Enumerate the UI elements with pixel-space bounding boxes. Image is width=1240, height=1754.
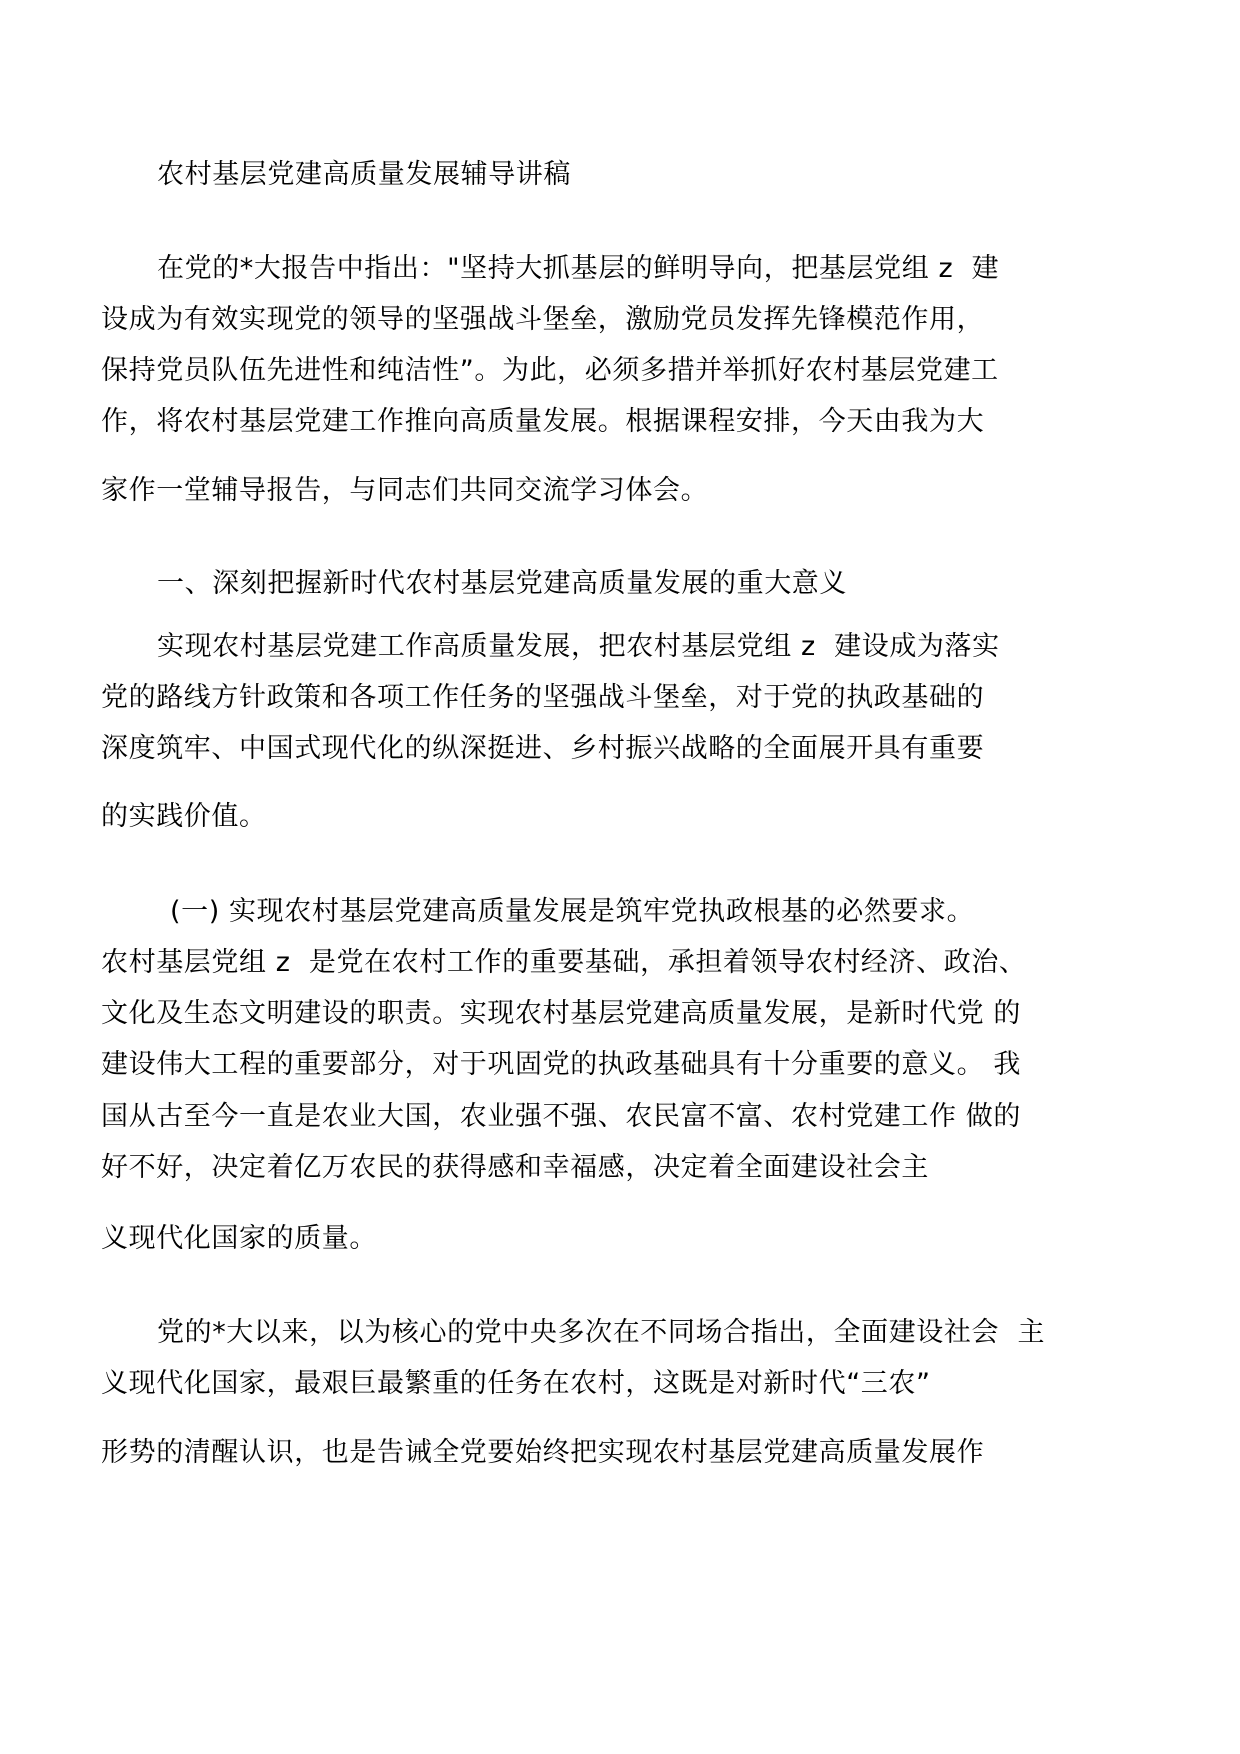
section1-line-4: 的实践价值。 <box>101 801 267 832</box>
intro-line-1: 在党的*大报告中指出："坚持大抓基层的鲜明导向，把基层党组 z 建 <box>157 253 1000 284</box>
intro-line-3: 保持党员队伍先进性和纯洁性”。为此，必须多措并举抓好农村基层党建工 <box>101 355 999 386</box>
subsection1-line-4: 建设伟大工程的重要部分，对于巩固党的执政基础具有十分重要的意义。 我 <box>101 1049 1021 1080</box>
subsection1-heading: (一) 实现农村基层党建高质量发展是筑牢党执政根基的必然要求。 <box>170 896 975 927</box>
section1-line-3: 深度筑牢、中国式现代化的纵深挺进、乡村振兴战略的全面展开具有重要 <box>101 733 985 764</box>
section-heading-1: 一、深刻把握新时代农村基层党建高质量发展的重大意义 <box>157 568 847 599</box>
subsection1-line-2: 农村基层党组 z 是党在农村工作的重要基础，承担着领导农村经济、政治、 <box>101 947 1027 978</box>
document-title: 农村基层党建高质量发展辅导讲稿 <box>157 159 571 190</box>
subsection1-line-5: 国从古至今一直是农业大国，农业强不强、农民富不富、农村党建工作 做的 <box>101 1101 1021 1132</box>
subsection1-line-3: 文化及生态文明建设的职责。实现农村基层党建高质量发展，是新时代党 的 <box>101 998 1021 1029</box>
para-last-line-3: 形势的清醒认识，也是告诫全党要始终把实现农村基层党建高质量发展作 <box>101 1437 985 1468</box>
subsection1-line-6: 好不好，决定着亿万农民的获得感和幸福感，决定着全面建设社会主 <box>101 1152 929 1183</box>
section1-line-1: 实现农村基层党建工作高质量发展，把农村基层党组 z 建设成为落实 <box>157 631 1000 662</box>
intro-line-5: 家作一堂辅导报告，与同志们共同交流学习体会。 <box>101 475 709 506</box>
para-last-line-2: 义现代化国家，最艰巨最繁重的任务在农村，这既是对新时代“三农” <box>101 1368 931 1399</box>
section1-line-2: 党的路线方针政策和各项工作任务的坚强战斗堡垒，对于党的执政基础的 <box>101 682 985 713</box>
para-last-line-1: 党的*大以来，以为核心的党中央多次在不同场合指出，全面建设社会 主 <box>157 1317 1046 1348</box>
intro-line-2: 设成为有效实现党的领导的坚强战斗堡垒，激励党员发挥先锋模范作用， <box>101 304 985 335</box>
intro-line-4: 作，将农村基层党建工作推向高质量发展。根据课程安排，今天由我为大 <box>101 406 985 437</box>
subsection1-line-7: 义现代化国家的质量。 <box>101 1223 377 1254</box>
